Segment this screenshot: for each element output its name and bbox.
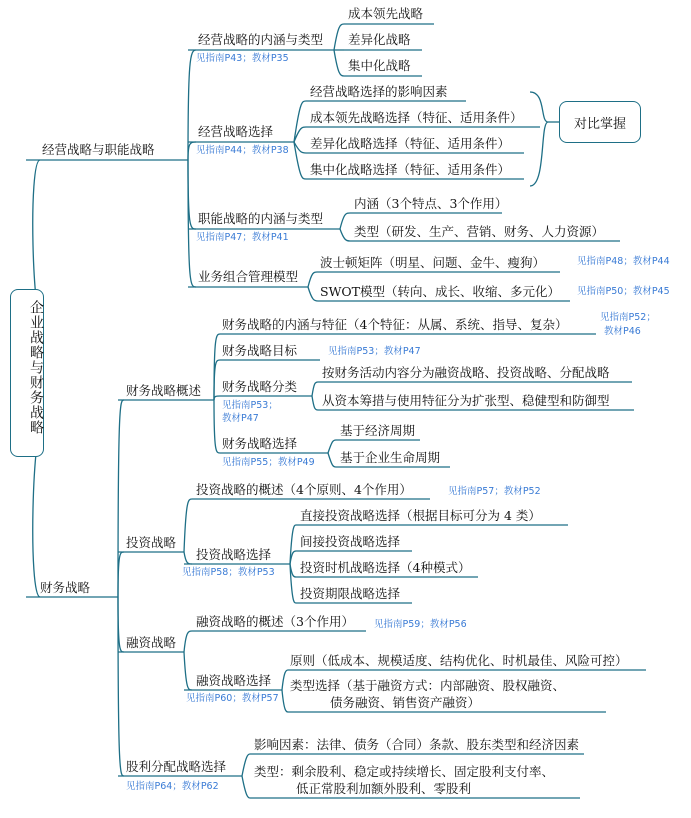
leaf-life-cycle: 基于企业生命周期 — [340, 450, 441, 465]
compare-box: 对比掌握 — [559, 101, 641, 143]
branch-business-strategy: 经营战略与职能战略 — [42, 142, 155, 157]
ref-dividend: 见指南P64；教材P62 — [126, 781, 219, 792]
leaf-indirect-investment: 间接投资战略选择 — [300, 534, 401, 549]
root-node — [10, 289, 44, 457]
ref-financing-overview: 见指南P59；教材P56 — [374, 619, 467, 630]
leaf-financing-types-1: 类型选择（基于融资方式：内部融资、股权融资、 — [290, 678, 566, 693]
node-dividend: 股利分配战略选择 — [126, 759, 227, 774]
ref-finance-choice: 见指南P55；教材P49 — [222, 457, 315, 468]
node-finance-overview: 财务战略概述 — [126, 383, 202, 398]
leaf-focus-selection: 集中化战略选择（特征、适用条件） — [310, 162, 511, 177]
ref-swot: 见指南P50；教材P45 — [577, 286, 670, 297]
node-business-connotation: 经营战略的内涵与类型 — [198, 32, 324, 47]
node-business-selection: 经营战略选择 — [198, 124, 274, 139]
ref-finance-nature-1: 见指南P52； — [600, 312, 656, 323]
node-finance-choice: 财务战略选择 — [222, 436, 298, 451]
leaf-dividend-types-2: 低正常股利加额外股利、零股利 — [296, 781, 472, 796]
leaf-cost-leadership: 成本领先战略 — [348, 6, 424, 21]
leaf-classification-capital: 从资本筹措与使用特征分为扩张型、稳健型和防御型 — [322, 393, 610, 408]
leaf-bcg-matrix: 波士顿矩阵（明星、问题、金牛、瘦狗） — [320, 255, 546, 270]
node-investment-selection: 投资战略选择 — [196, 547, 272, 562]
leaf-differentiation: 差异化战略 — [348, 32, 411, 47]
ref-finance-nature-2: 教材P46 — [604, 326, 641, 337]
leaf-swot: SWOT模型（转向、成长、收缩、多元化） — [320, 284, 560, 299]
ref-classification-1: 见指南P53； — [222, 400, 278, 411]
node-financing: 融资战略 — [126, 635, 177, 650]
branch-financial-strategy: 财务战略 — [40, 580, 91, 595]
leaf-functional-connotation: 内涵（3个特点、3个作用） — [354, 196, 508, 211]
leaf-economic-cycle: 基于经济周期 — [340, 423, 416, 438]
node-portfolio: 业务组合管理模型 — [198, 269, 299, 284]
node-financing-selection: 融资战略选择 — [196, 673, 272, 688]
leaf-finance-goal: 财务战略目标 — [222, 343, 298, 358]
root-label: 企业战略与财务战略 — [28, 300, 44, 435]
leaf-investment-overview: 投资战略的概述（4个原则、4个作用） — [196, 482, 412, 497]
ref-classification-2: 教材P47 — [222, 413, 259, 424]
leaf-finance-nature: 财务战略的内涵与特征（4个特征：从属、系统、指导、复杂） — [222, 317, 568, 332]
leaf-dividend-factors: 影响因素：法律、债务（合同）条款、股东类型和经济因素 — [254, 737, 580, 752]
ref-financing-selection: 见指南P60；教材P57 — [186, 693, 279, 704]
node-investment: 投资战略 — [126, 535, 177, 550]
leaf-functional-types: 类型（研发、生产、营销、财务、人力资源） — [354, 224, 605, 239]
node-functional: 职能战略的内涵与类型 — [198, 211, 324, 226]
leaf-financing-overview: 融资战略的概述（3个作用） — [196, 614, 354, 629]
leaf-timing-investment: 投资时机战略选择（4种模式） — [300, 560, 471, 575]
ref-functional: 见指南P47；教材P41 — [196, 232, 289, 243]
ref-investment-overview: 见指南P57；教材P52 — [448, 486, 541, 497]
leaf-diff-selection: 差异化战略选择（特征、适用条件） — [310, 136, 511, 151]
ref-finance-goal: 见指南P53；教材P47 — [328, 346, 421, 357]
ref-investment-selection: 见指南P58；教材P53 — [182, 567, 275, 578]
leaf-cost-selection: 成本领先战略选择（特征、适用条件） — [310, 110, 523, 125]
ref-bcg-matrix: 见指南P48；教材P44 — [577, 256, 670, 267]
leaf-dividend-types-1: 类型：剩余股利、稳定或持续增长、固定股利支付率、 — [254, 764, 555, 779]
ref-business-connotation: 见指南P43；教材P35 — [196, 53, 289, 64]
leaf-financing-types-2: 债务融资、销售资产融资） — [330, 695, 481, 710]
ref-business-selection: 见指南P44；教材P38 — [196, 145, 289, 156]
leaf-classification-activity: 按财务活动内容分为融资战略、投资战略、分配战略 — [322, 365, 610, 380]
leaf-focus: 集中化战略 — [348, 58, 411, 73]
node-finance-classification: 财务战略分类 — [222, 379, 298, 394]
leaf-financing-principle: 原则（低成本、规模适度、结构优化、时机最佳、风险可控） — [290, 653, 628, 668]
leaf-term-investment: 投资期限战略选择 — [300, 586, 401, 601]
leaf-selection-factors: 经营战略选择的影响因素 — [310, 84, 448, 99]
leaf-direct-investment: 直接投资战略选择（根据目标可分为 4 类） — [300, 508, 541, 523]
